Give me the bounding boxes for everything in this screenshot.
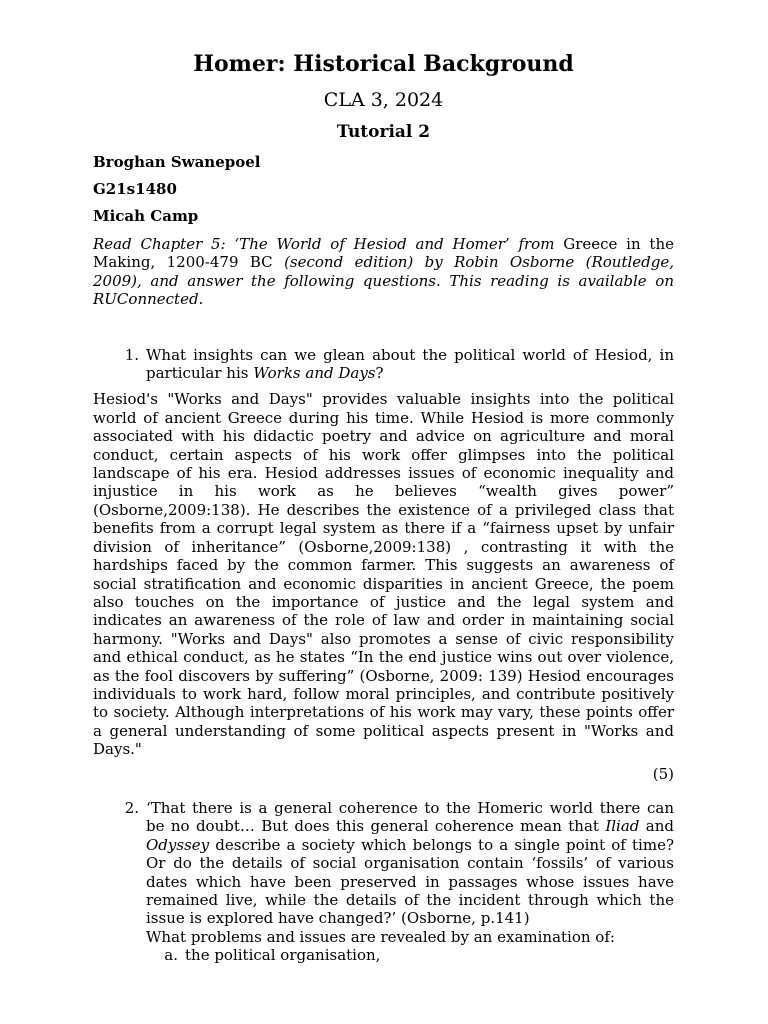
question-text (139, 799, 674, 946)
page-title: Homer: Historical Background (193, 51, 574, 77)
followup-prompt: What problems and issues are revealed by an examination of: (146, 927, 615, 946)
student-number: G21s1480 (93, 180, 177, 198)
odyssey-title: Odyssey (146, 835, 210, 854)
intro-text-start: Read Chapter 5: ‘The World of Hesiod and Homer’ from (93, 235, 564, 253)
work-title: Works and Days (253, 364, 376, 383)
sub-question-text: the political organisation, (185, 946, 381, 965)
reading-instructions (93, 235, 674, 309)
intro-text-end: (second edition) by Robin Osborne (Routledge, 2009), and answer the following questions. This reading is available on RUConnected. (93, 253, 675, 309)
course-code: CLA 3, 2024 (323, 89, 444, 111)
tutorial-heading: Tutorial 2 (336, 122, 431, 142)
quote-and: and (639, 817, 674, 836)
book-title: Greece in the Making, 1200-479 BC (93, 235, 674, 272)
question-text-end: ? (375, 364, 384, 383)
quote-end: describe a society which belongs to a single point of time? Or do the details of social organisation contain ‘fossils’ of various dates which have been preserved in passages whose issues have remained live, while the details of the incident through which the issue is explored have changed?’ (Osborne, p.141) (146, 835, 674, 928)
quote-start: ‘That there is a general coherence to the Homeric world there can be no doubt… But does this general coherence mean that (146, 798, 674, 836)
author-name-2: Micah Camp (93, 207, 199, 225)
sub-question-label: a. (164, 946, 178, 965)
iliad-title: Iliad (605, 817, 640, 836)
marks-allocation: (5) (652, 764, 674, 783)
author-name-1: Broghan Swanepoel (93, 153, 261, 171)
question-number: 2. (124, 798, 139, 817)
question-text (139, 346, 674, 383)
question-1 (93, 346, 674, 383)
question-text-start: What insights can we glean about the political world of Hesiod, in particular his (146, 345, 674, 383)
question-2 (93, 799, 674, 946)
answer-paragraph: Hesiod's "Works and Days" provides valuable insights into the political world of ancient Greece during his time. While Hesiod is more commonly associated with his didactic poetry and advice on agriculture and moral conduct, certain aspects of his work offer glimpses into the political landscape of his era. Hesiod addresses issues of economic inequality and injustice in his work as he believes “wealth gives power” (Osborne,2009:138). He describes the existence of a privileged class that benefits from a corrupt legal system as there if a “fairness upset by unfair division of inheritance” (Osborne,2009:138) , contrasting it with the hardships faced by the common farmer. This suggests an awareness of social stratification and economic disparities in ancient Greece, the poem also touches on the importance of justice and the legal system and indicates an awareness of the role of law and order in maintaining social harmony. "Works and Days" also promotes a sense of civic responsibility and ethical conduct, as he states “In the end justice wins out over violence, as the fool discovers by suffering” (Osborne, 2009: 139) Hesiod encourages individuals to work hard, follow moral principles, and contribute positively to society. Although interpretations of his work may vary, these points offer a general understanding of some political aspects present in "Works and Days." (93, 390, 674, 759)
sub-question-a (93, 946, 674, 964)
question-number: 1. (124, 345, 139, 364)
